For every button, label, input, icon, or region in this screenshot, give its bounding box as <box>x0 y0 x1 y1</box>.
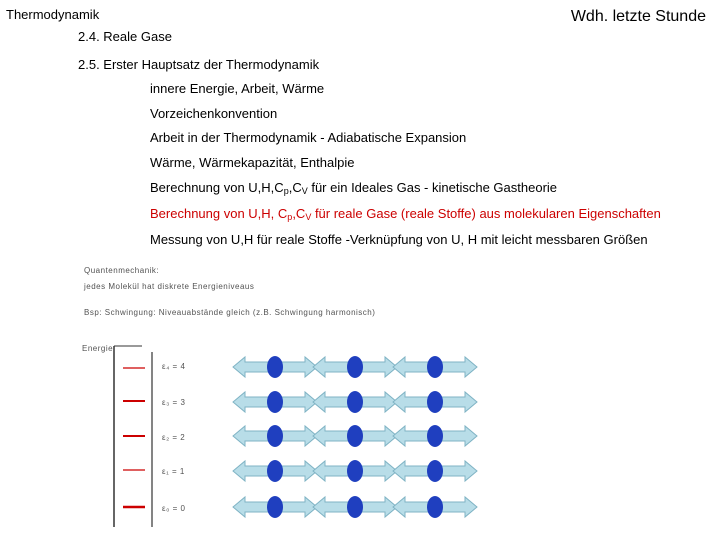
atom-icon <box>427 496 443 518</box>
energy-level-figure <box>78 262 408 532</box>
figure-text-line: Bsp: Schwingung: Niveauabstände gleich (z.B. Schwingung harmonisch) <box>84 308 376 317</box>
header-subtitle: Wdh. letzte Stunde <box>570 8 706 25</box>
outline-item-messung: Messung von U,H für reale Stoffe -Verknüpfung von U, H mit leicht messbaren Größen <box>150 232 648 247</box>
outline-item-real-gas: Berechnung von U,H, $C_p,C_V$ für reale Gase (reale Stoffe) aus molekularen Eigenschaften <box>150 206 661 222</box>
atom-icon <box>427 356 443 378</box>
figure-text-line: Quantenmechanik: <box>84 266 160 275</box>
level-label: ε₃ = 3 <box>162 398 186 407</box>
outline-item-ideal-gas: Berechnung von $U,H,C_p,C_V$ für ein Ideales Gas - kinetische Gastheorie <box>150 180 558 196</box>
atom-icon <box>427 460 443 482</box>
level-label: ε₂ = 2 <box>162 433 186 442</box>
atom-icon <box>427 391 443 413</box>
section-2-4: 2.4. Reale Gase <box>78 29 172 44</box>
level-label: ε₄ = 4 <box>162 362 186 371</box>
outline-item: Arbeit in der Thermodynamik - Adiabatische Expansion <box>150 130 467 145</box>
header-topic: Thermodynamik <box>6 7 100 22</box>
figure-text-line: jedes Molekül hat diskrete Energieniveaus <box>84 282 255 291</box>
section-2-5: 2.5. Erster Hauptsatz der Thermodynamik <box>78 57 320 72</box>
energy-axis-label: Energie <box>82 344 114 353</box>
level-label: ε₁ = 1 <box>162 467 185 476</box>
outline-item: innere Energie, Arbeit, Wärme <box>150 81 325 96</box>
outline-item: Wärme, Wärmekapazität, Enthalpie <box>150 155 355 170</box>
atom-icon <box>427 425 443 447</box>
outline-item: Vorzeichenkonvention <box>150 106 278 121</box>
energy-diagram <box>78 262 408 532</box>
level-label: ε₀ = 0 <box>162 504 186 513</box>
